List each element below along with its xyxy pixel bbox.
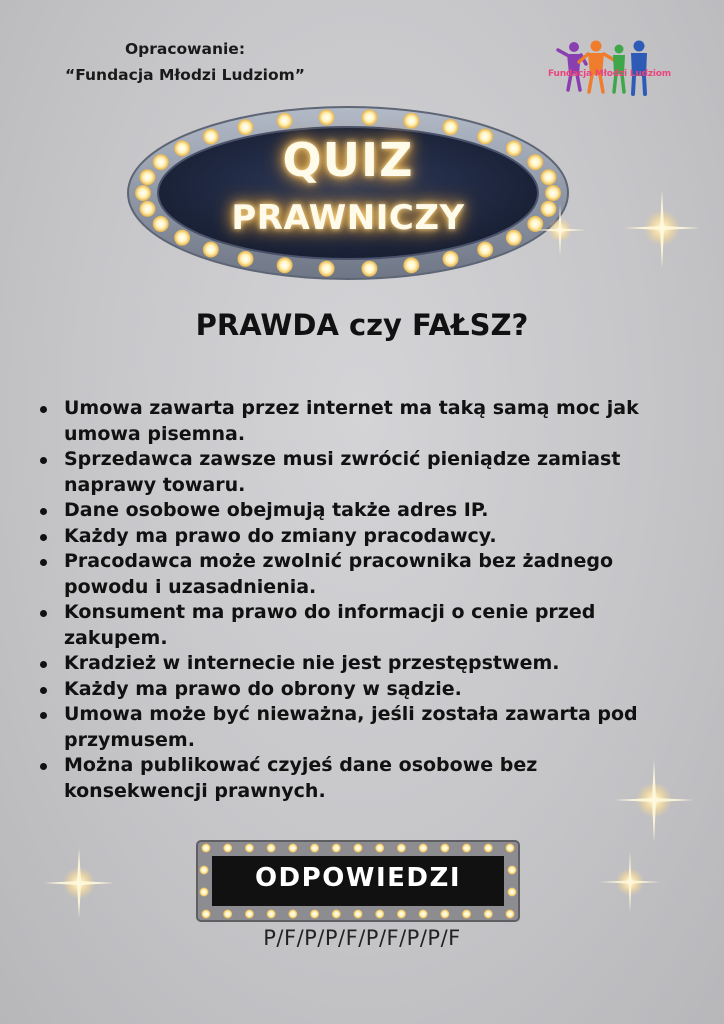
marquee-bulb (440, 910, 449, 919)
quiz-question-heading: PRAWDA czy FAŁSZ? (195, 308, 529, 342)
marquee-bulb (506, 844, 515, 853)
list-item: Konsument ma prawo do informacji o cenie przed zakupem. (32, 600, 672, 651)
list-item: Umowa może być nieważna, jeśli została zawarta pod przymusem. (32, 702, 672, 753)
marquee-bulb (397, 844, 406, 853)
foundation-logo (548, 38, 671, 100)
marquee-bulb (277, 113, 293, 129)
marquee-bulb (477, 241, 493, 257)
list-item: Można publikować czyjeś dane osobowe bez konsekwencji prawnych. (32, 753, 672, 804)
marquee-bulb (375, 910, 384, 919)
marquee-bulb (419, 844, 428, 853)
quiz-marquee-sign (118, 98, 578, 288)
marquee-bulb (443, 251, 459, 267)
marquee-bulb (202, 910, 211, 919)
credit-organization: “Fundacja Młodzi Ludziom” (65, 66, 305, 84)
marquee-bulb (484, 910, 493, 919)
marquee-bulb (462, 910, 471, 919)
question-list (32, 396, 672, 804)
marquee-frame (118, 98, 578, 288)
quiz-subtitle: PRAWNICZY (231, 198, 465, 238)
answers-marquee (196, 840, 520, 922)
marquee-bulb (397, 910, 406, 919)
marquee-bulb (484, 844, 493, 853)
marquee-bulb (354, 910, 363, 919)
marquee-bulb (245, 844, 254, 853)
marquee-bulb (332, 844, 341, 853)
sparkle-icon (600, 180, 710, 280)
list-item: Każdy ma prawo do zmiany pracodawcy. (32, 524, 672, 550)
list-item: Kradzież w internecie nie jest przestępstwem. (32, 651, 672, 677)
list-item: Dane osobowe obejmują także adres IP. (32, 498, 672, 524)
marquee-bulb (332, 910, 341, 919)
sparkle-icon (590, 842, 670, 922)
marquee-bulb (310, 844, 319, 853)
marquee-bulb (310, 910, 319, 919)
logo-text: Fundacja Młodzi Ludziom (548, 69, 671, 79)
marquee-bulb (319, 261, 335, 277)
marquee-bulb (462, 844, 471, 853)
credit-block (40, 36, 330, 88)
marquee-bulb (361, 261, 377, 277)
sparkle-icon (34, 838, 124, 928)
answer-key: P/F/P/P/F/P/F/P/P/F (263, 926, 461, 950)
marquee-bulb (361, 109, 377, 125)
marquee-bulb (375, 844, 384, 853)
quiz-title: QUIZ (282, 133, 414, 187)
marquee-bulb (354, 844, 363, 853)
marquee-bulb (267, 844, 276, 853)
marquee-bulb (288, 910, 297, 919)
list-item: Każdy ma prawo do obrony w sądzie. (32, 677, 672, 703)
marquee-bulb (238, 251, 254, 267)
marquee-bulb (419, 910, 428, 919)
marquee-bulb (277, 257, 293, 273)
marquee-bulb (223, 910, 232, 919)
marquee-bulb (267, 910, 276, 919)
marquee-bulb (288, 844, 297, 853)
marquee-bulb (245, 910, 254, 919)
marquee-bulb (319, 109, 335, 125)
marquee-bulb (403, 113, 419, 129)
marquee-bulb (403, 257, 419, 273)
credit-label: Opracowanie: (124, 40, 246, 58)
marquee-bulb (202, 844, 211, 853)
marquee-bulb (440, 844, 449, 853)
list-item: Umowa zawarta przez internet ma taką samą moc jak umowa pisemna. (32, 396, 672, 447)
list-item: Sprzedawca zawsze musi zwrócić pieniądze zamiast naprawy towaru. (32, 447, 672, 498)
marquee-bulb (223, 844, 232, 853)
list-item: Pracodawca może zwolnić pracownika bez żadnego powodu i uzasadnienia. (32, 549, 672, 600)
marquee-bulb (203, 241, 219, 257)
answers-label: ODPOWIEDZI (254, 863, 462, 893)
marquee-bulb (506, 910, 515, 919)
